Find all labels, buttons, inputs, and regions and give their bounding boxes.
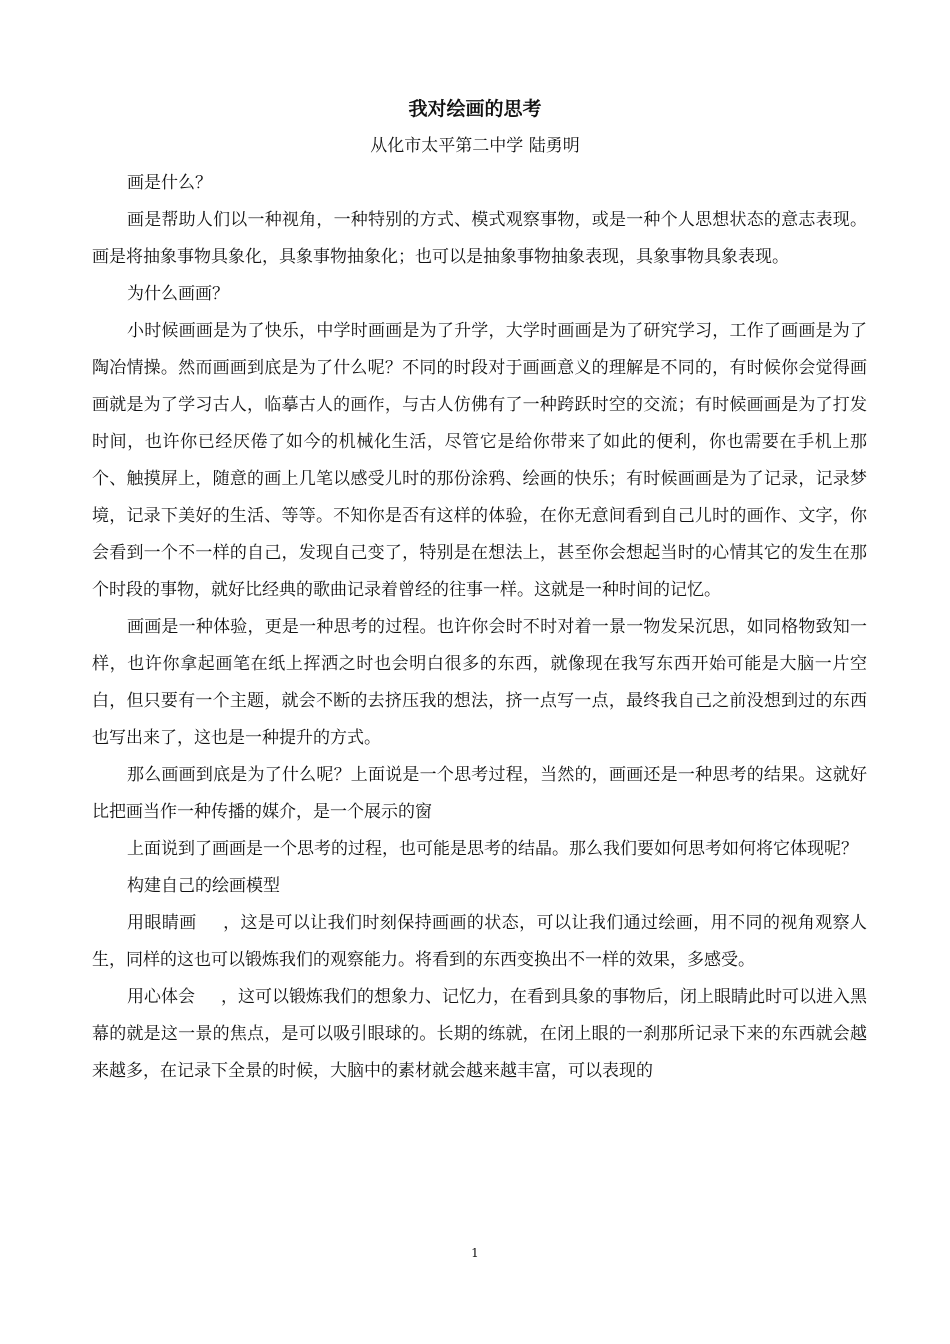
paragraph-result: 那么画画到底是为了什么呢？上面说是一个思考过程，当然的，画画还是一种思考的结果。这就好比把画当作一种传播的媒介，是一个展示的窗	[92, 765, 867, 822]
paragraph-purposes: 小时候画画是为了快乐，中学时画画是为了升学，大学时画画是为了研究学习，工作了画画是为了陶冶情操。然而画画到底是为了什么呢？不同的时段对于画画意义的理解是不同的，有时候你会觉得画画就是为了学习古人，临摹古人的画作，与古人仿佛有了一种跨跃时空的交流；有时候画画是为了打发时间，也许你已经厌倦了如今的机械化生活，尽管它是给你带来了如此的便利，你也需要在手机上那个、触摸屏上，随意的画上几笔以感受儿时的那份涂鸦、绘画的快乐；有时候画画是为了记录，记录梦境，记录下美好的生活、等等。不知你是否有这样的体验，在你无意间看到自己儿时的画作、文字，你会看到一个不一样的自己，发现自己变了，特别是在想法上，甚至你会想起当时的心情其它的发生在那个时段的事物，就好比经典的歌曲记录着曾经的往事一样。这就是一种时间的记忆。	[92, 321, 867, 600]
body-text	[92, 165, 867, 1090]
paragraph-model-heading: 构建自己的绘画模型	[127, 876, 280, 896]
paragraph-feel-with-heart	[92, 979, 867, 1090]
paragraph-how-to-think: 上面说到了画画是一个思考的过程，也可能是思考的结晶。那么我们要如何思考如何将它体现呢？	[127, 839, 858, 859]
paragraph-what-is-painting: 画是什么？	[127, 173, 212, 193]
eye-lead: 用眼睛画	[127, 913, 197, 933]
page-number: 1	[471, 1246, 479, 1260]
author-line: 从化市太平第二中学 陆勇明	[370, 136, 580, 156]
document-title: 我对绘画的思考	[408, 98, 542, 120]
heart-lead: 用心体会	[127, 987, 195, 1007]
eye-rest: ，这是可以让我们时刻保持画画的状态，可以让我们通过绘画，用不同的视角观察人生，同样的这也可以锻炼我们的观察能力。将看到的东西变换出不一样的效果，多感受。	[92, 913, 868, 970]
heart-rest: ，这可以锻炼我们的想象力、记忆力，在看到具象的事物后，闭上眼睛此时可以进入黑幕的就是这一景的焦点，是可以吸引眼球的。长期的练就，在闭上眼的一刹那所记录下来的东西就会越来越多，在记录下全景的时候，大脑中的素材就会越来越丰富，可以表现的	[92, 987, 867, 1081]
paragraph-why-paint: 为什么画画？	[127, 284, 229, 304]
paragraph-paint-with-eyes	[92, 905, 867, 979]
paragraph-definition: 画是帮助人们以一种视角，一种特别的方式、模式观察事物，或是一种个人思想状态的意志表现。画是将抽象事物具象化，具象事物抽象化；也可以是抽象事物抽象表现，具象事物具象表现。	[92, 210, 867, 267]
paragraph-experience: 画画是一种体验，更是一种思考的过程。也许你会时不时对着一景一物发呆沉思，如同格物致知一样，也许你拿起画笔在纸上挥洒之时也会明白很多的东西，就像现在我写东西开始可能是大脑一片空白，但只要有一个主题，就会不断的去挤压我的想法，挤一点写一点，最终我自己之前没想到过的东西也写出来了，这也是一种提升的方式。	[92, 617, 867, 748]
